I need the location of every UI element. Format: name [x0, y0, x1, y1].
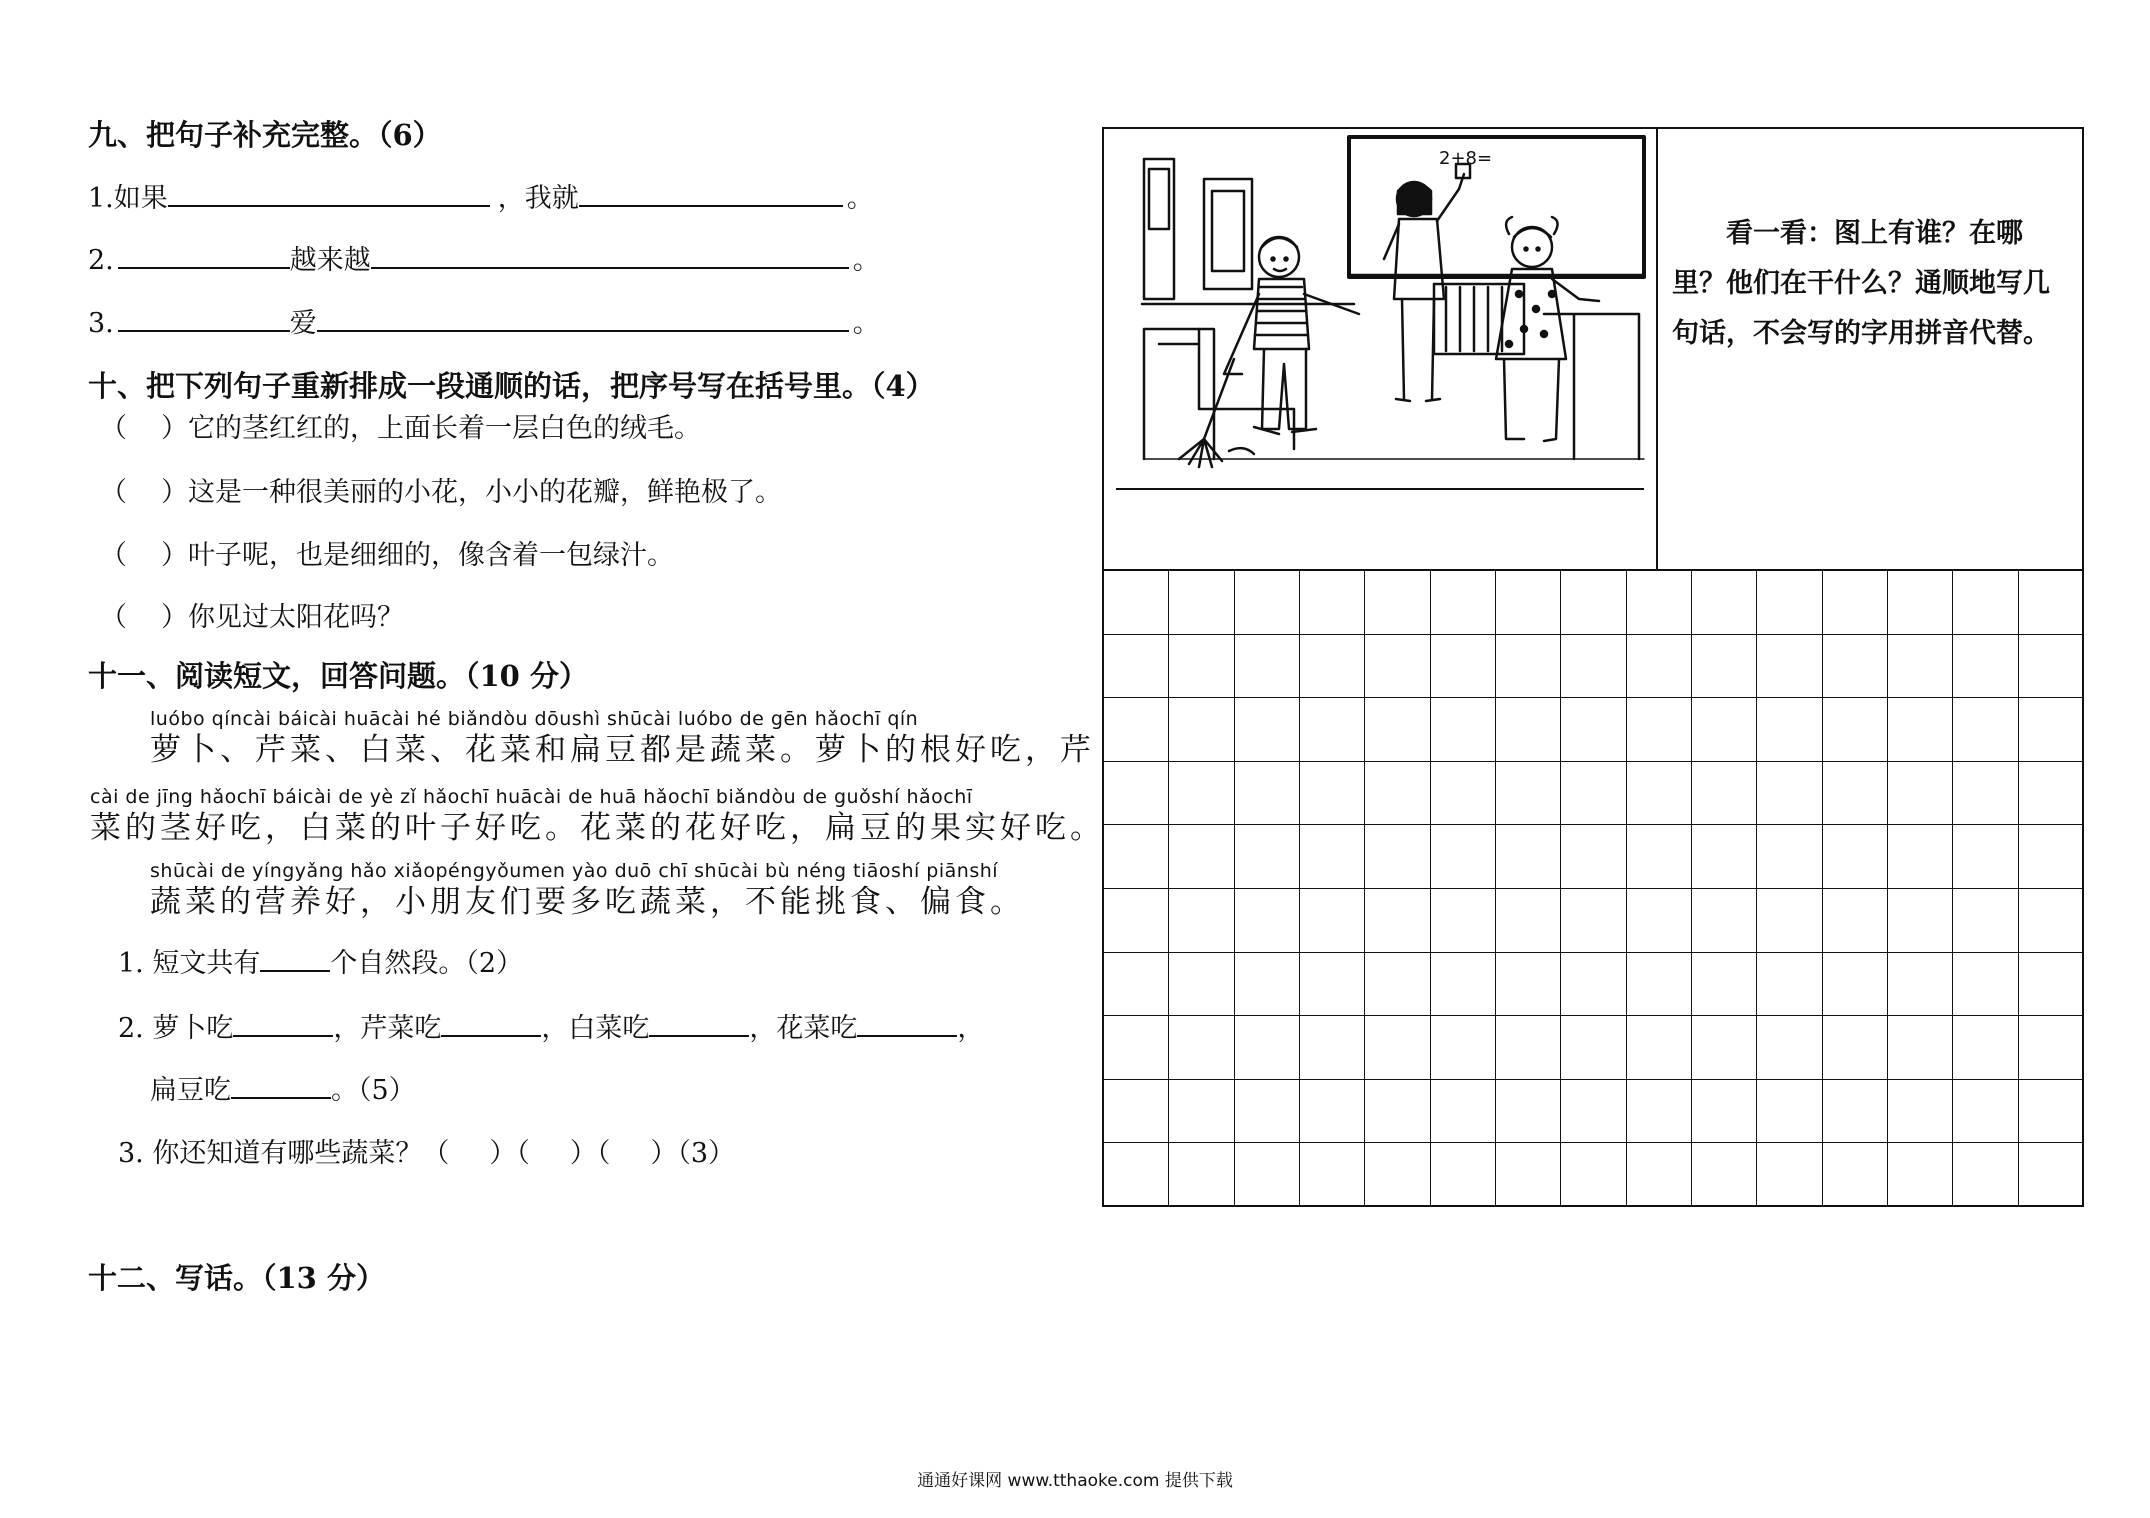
grid-cell[interactable]: [2019, 889, 2084, 953]
grid-cell[interactable]: [1757, 762, 1822, 826]
s9-item-2-blank-b[interactable]: [371, 243, 849, 269]
grid-cell[interactable]: [1888, 635, 1953, 699]
grid-cell[interactable]: [1431, 1016, 1496, 1080]
grid-cell[interactable]: [1888, 762, 1953, 826]
s9-item-2-end: 。: [852, 245, 880, 276]
s11-q1: [118, 941, 523, 980]
s10-sentence-4: [100, 595, 404, 634]
grid-cell[interactable]: [1496, 825, 1561, 889]
s9-item-1-end: 。: [846, 183, 874, 214]
grid-cell[interactable]: [1757, 1080, 1822, 1144]
s10-text-3: 叶子呢，也是细细的，像含着一包绿汁。: [188, 540, 674, 571]
grid-cell[interactable]: [1300, 1143, 1365, 1207]
grid-cell[interactable]: [1692, 889, 1757, 953]
grid-cell[interactable]: [1104, 698, 1169, 762]
grid-cell[interactable]: [1953, 825, 2018, 889]
s10-text-2: 这是一种很美丽的小花，小小的花瓣，鲜艳极了。: [188, 477, 782, 508]
grid-cell[interactable]: [1431, 1143, 1496, 1207]
s9-item-1-a: 如果: [113, 183, 168, 214]
grid-cell[interactable]: [1953, 762, 2018, 826]
s10-close: ）: [650, 1138, 678, 1169]
grid-cell[interactable]: [1561, 953, 1626, 1017]
grid-cell[interactable]: [2019, 1143, 2084, 1207]
grid-cell[interactable]: [1365, 1143, 1430, 1207]
s10-close: ）: [161, 413, 188, 444]
grid-cell[interactable]: [1365, 698, 1430, 762]
grid-cell[interactable]: [1496, 571, 1561, 635]
s11-q2b-a: 扁豆吃: [150, 1075, 231, 1106]
s11-q2-e: ，: [957, 1013, 985, 1044]
grid-cell[interactable]: [1431, 953, 1496, 1017]
grid-cell[interactable]: [1235, 635, 1300, 699]
s11-q2-blank-5[interactable]: [231, 1073, 331, 1099]
grid-cell[interactable]: [1692, 825, 1757, 889]
s11-q2: [118, 1006, 984, 1045]
s10-open: （: [100, 477, 127, 508]
s9-item-2-blank-a[interactable]: [118, 243, 290, 269]
grid-cell[interactable]: [1627, 635, 1692, 699]
s9-item-1-blank-b[interactable]: [579, 181, 843, 207]
s10-sentence-2: [100, 470, 782, 509]
grid-cell[interactable]: [1888, 1143, 1953, 1207]
grid-cell[interactable]: [1823, 762, 1888, 826]
grid-cell[interactable]: [1888, 825, 1953, 889]
grid-cell[interactable]: [1823, 1080, 1888, 1144]
s11-q1-b: 个自然段。（2）: [330, 948, 524, 979]
s11-q2-blank-4[interactable]: [857, 1011, 957, 1037]
grid-cell[interactable]: [2019, 698, 2084, 762]
s11-q2-b: ，芹菜吃: [333, 1013, 442, 1044]
s10-close: ）: [161, 602, 188, 633]
grid-cell[interactable]: [1757, 953, 1822, 1017]
grid-cell[interactable]: [1953, 1016, 2018, 1080]
s9-item-3-blank-a[interactable]: [118, 306, 290, 332]
s10-text-1: 它的茎红红的，上面长着一层白色的绒毛。: [188, 413, 701, 444]
grid-cell[interactable]: [1757, 571, 1822, 635]
grid-cell[interactable]: [1104, 571, 1169, 635]
picture-cell: [1104, 129, 1658, 569]
grid-cell[interactable]: [1692, 571, 1757, 635]
passage-pinyin-1: luóbo qíncài báicài huācài hé biǎndòu dōushì shūcài luóbo de gēn hǎochī qín: [150, 708, 919, 730]
s10-open: （: [422, 1138, 450, 1169]
s11-q2-a: 2. 萝卜吃: [118, 1013, 234, 1044]
grid-cell[interactable]: [1692, 1143, 1757, 1207]
s9-item-3: [88, 301, 880, 340]
grid-cell[interactable]: [1496, 698, 1561, 762]
grid-cell[interactable]: [2019, 953, 2084, 1017]
s11-q2-d: ，花菜吃: [749, 1013, 858, 1044]
grid-cell[interactable]: [1627, 953, 1692, 1017]
grid-cell[interactable]: [1888, 571, 1953, 635]
grid-cell[interactable]: [1823, 698, 1888, 762]
grid-cell[interactable]: [1627, 825, 1692, 889]
grid-cell[interactable]: [1235, 825, 1300, 889]
grid-cell[interactable]: [1757, 635, 1822, 699]
section9-title: 九、把句子补充完整。（6）: [88, 118, 442, 152]
grid-cell[interactable]: [1365, 1080, 1430, 1144]
grid-cell[interactable]: [1561, 571, 1626, 635]
passage-line-2: 菜的茎好吃，白菜的叶子好吃。花菜的花好吃，扁豆的果实好吃。: [90, 810, 1105, 846]
grid-cell[interactable]: [1235, 1016, 1300, 1080]
s11-q1-blank[interactable]: [260, 946, 330, 972]
grid-cell[interactable]: [1235, 698, 1300, 762]
footer: 通通好课网 www.tthaoke.com 提供下载: [917, 1471, 1233, 1491]
grid-cell[interactable]: [1627, 1080, 1692, 1144]
grid-cell[interactable]: [1692, 953, 1757, 1017]
grid-cell[interactable]: [1365, 1016, 1430, 1080]
grid-cell[interactable]: [1496, 1016, 1561, 1080]
s10-sentence-1: [100, 406, 701, 445]
s11-q2-c: ，白菜吃: [541, 1013, 650, 1044]
s9-item-3-blank-b[interactable]: [317, 306, 849, 332]
grid-cell[interactable]: [1300, 889, 1365, 953]
grid-cell[interactable]: [2019, 825, 2084, 889]
grid-cell[interactable]: [1300, 635, 1365, 699]
grid-cell[interactable]: [2019, 762, 2084, 826]
grid-cell[interactable]: [1169, 635, 1234, 699]
s10-open: （: [596, 1138, 611, 1169]
s11-q2-blank-3[interactable]: [649, 1011, 749, 1037]
board-text: 2+8=: [1439, 148, 1493, 169]
s9-item-3-mid: 爱: [289, 308, 317, 339]
grid-cell[interactable]: [1757, 825, 1822, 889]
grid-cell[interactable]: [1431, 635, 1496, 699]
grid-cell[interactable]: [1627, 571, 1692, 635]
grid-cell[interactable]: [1169, 825, 1234, 889]
grid-cell[interactable]: [1496, 889, 1561, 953]
passage-line-3: 蔬菜的营养好，小朋友们要多吃蔬菜，不能挑食、偏食。: [150, 884, 1025, 920]
grid-cell[interactable]: [1104, 635, 1169, 699]
grid-cell[interactable]: [1823, 1016, 1888, 1080]
s10-close: ）: [569, 1138, 597, 1169]
grid-cell[interactable]: [1431, 889, 1496, 953]
grid-cell[interactable]: [1757, 698, 1822, 762]
grid-cell[interactable]: [1104, 1080, 1169, 1144]
grid-cell[interactable]: [1627, 1143, 1692, 1207]
grid-cell[interactable]: [1757, 889, 1822, 953]
classroom-illustration: [1104, 129, 1654, 569]
grid-cell[interactable]: [1953, 571, 2018, 635]
prompt-cell: [1658, 129, 2084, 569]
grid-cell[interactable]: [1692, 1016, 1757, 1080]
grid-cell[interactable]: [1169, 571, 1234, 635]
s10-text-4: 你见过太阳花吗？: [188, 602, 404, 633]
grid-cell[interactable]: [1431, 762, 1496, 826]
section10-title: 十、把下列句子重新排成一段通顺的话，把序号写在括号里。（4）: [88, 369, 935, 403]
grid-cell[interactable]: [1431, 571, 1496, 635]
s11-q2-blank-2[interactable]: [441, 1011, 541, 1037]
grid-cell[interactable]: [2019, 571, 2084, 635]
s10-open: （: [100, 540, 127, 571]
grid-cell[interactable]: [1888, 1016, 1953, 1080]
grid-cell[interactable]: [1365, 953, 1430, 1017]
grid-cell[interactable]: [1235, 762, 1300, 826]
grid-cell[interactable]: [1104, 1143, 1169, 1207]
s10-open: （: [100, 602, 127, 633]
grid-cell[interactable]: [1627, 698, 1692, 762]
grid-cell[interactable]: [1561, 698, 1626, 762]
grid-cell[interactable]: [1496, 635, 1561, 699]
s9-item-2: [88, 238, 880, 277]
s11-q2-blank-1[interactable]: [233, 1011, 333, 1037]
grid-cell[interactable]: [1169, 1080, 1234, 1144]
grid-cell[interactable]: [1627, 1016, 1692, 1080]
s10-sentence-3: [100, 533, 674, 572]
s10-close: ）: [161, 477, 188, 508]
writing-grid[interactable]: [1104, 569, 2084, 1205]
writing-box: [1102, 127, 2084, 1207]
section11-title: 十一、阅读短文，回答问题。（10 分）: [88, 659, 588, 693]
grid-cell[interactable]: [1300, 762, 1365, 826]
s10-close: ）: [489, 1138, 517, 1169]
grid-cell[interactable]: [1496, 953, 1561, 1017]
grid-cell[interactable]: [1300, 571, 1365, 635]
writing-prompt: 看一看：图上有谁？在哪里？他们在干什么？通顺地写几句话，不会写的字用拼音代替。: [1672, 218, 2050, 349]
grid-cell[interactable]: [1823, 825, 1888, 889]
grid-cell[interactable]: [1365, 571, 1430, 635]
grid-cell[interactable]: [1692, 698, 1757, 762]
grid-cell[interactable]: [1823, 889, 1888, 953]
grid-cell[interactable]: [1953, 889, 2018, 953]
grid-cell[interactable]: [1104, 1016, 1169, 1080]
s9-item-2-mid: 越来越: [289, 245, 371, 276]
grid-cell[interactable]: [1169, 762, 1234, 826]
grid-cell[interactable]: [1104, 762, 1169, 826]
grid-cell[interactable]: [1953, 635, 2018, 699]
grid-cell[interactable]: [1235, 1080, 1300, 1144]
grid-cell[interactable]: [1235, 953, 1300, 1017]
grid-cell[interactable]: [1431, 698, 1496, 762]
grid-cell[interactable]: [2019, 1016, 2084, 1080]
grid-cell[interactable]: [2019, 635, 2084, 699]
grid-cell[interactable]: [1757, 1143, 1822, 1207]
grid-cell[interactable]: [1953, 1080, 2018, 1144]
grid-cell[interactable]: [1300, 953, 1365, 1017]
grid-cell[interactable]: [1300, 1080, 1365, 1144]
grid-cell[interactable]: [1953, 698, 2018, 762]
passage-line-1: 萝卜、芹菜、白菜、花菜和扁豆都是蔬菜。萝卜的根好吃，芹: [150, 732, 1095, 768]
grid-cell[interactable]: [1561, 1143, 1626, 1207]
grid-cell[interactable]: [1627, 889, 1692, 953]
grid-cell[interactable]: [1496, 762, 1561, 826]
grid-cell[interactable]: [1104, 953, 1169, 1017]
grid-cell[interactable]: [1692, 762, 1757, 826]
grid-cell[interactable]: [1431, 1080, 1496, 1144]
s11-q2-cont: [150, 1068, 416, 1107]
passage-pinyin-3: shūcài de yíngyǎng hǎo xiǎopéngyǒumen yào duō chī shūcài bù néng tiāoshí piānshí: [150, 860, 999, 882]
grid-cell[interactable]: [1888, 953, 1953, 1017]
grid-cell[interactable]: [1823, 635, 1888, 699]
grid-cell[interactable]: [1365, 825, 1430, 889]
grid-cell[interactable]: [1561, 1080, 1626, 1144]
s11-q2b-b: 。（5）: [331, 1075, 416, 1106]
s9-item-1-num: 1.: [88, 183, 114, 214]
grid-cell[interactable]: [1235, 571, 1300, 635]
grid-cell[interactable]: [1235, 1143, 1300, 1207]
grid-cell[interactable]: [1692, 635, 1757, 699]
grid-cell[interactable]: [1823, 1143, 1888, 1207]
grid-cell[interactable]: [1888, 698, 1953, 762]
grid-cell[interactable]: [1169, 1016, 1234, 1080]
grid-cell[interactable]: [1561, 825, 1626, 889]
grid-cell[interactable]: [1692, 1080, 1757, 1144]
grid-cell[interactable]: [1365, 635, 1430, 699]
s10-open: （: [516, 1138, 530, 1169]
grid-cell[interactable]: [1104, 825, 1169, 889]
grid-cell[interactable]: [1823, 953, 1888, 1017]
grid-cell[interactable]: [1561, 1016, 1626, 1080]
grid-cell[interactable]: [1561, 635, 1626, 699]
s11-q3-b: （3）: [677, 1138, 736, 1169]
grid-cell[interactable]: [1888, 1080, 1953, 1144]
s9-item-1-b: ，我就: [497, 183, 579, 214]
grid-cell[interactable]: [1365, 889, 1430, 953]
s9-item-1-blank-a[interactable]: [168, 181, 490, 207]
s9-item-1: [88, 176, 874, 215]
grid-cell[interactable]: [1104, 889, 1169, 953]
grid-cell[interactable]: [1169, 698, 1234, 762]
section12-title: 十二、写话。（13 分）: [88, 1261, 385, 1295]
grid-cell[interactable]: [1953, 953, 2018, 1017]
grid-cell[interactable]: [1169, 1143, 1234, 1207]
grid-cell[interactable]: [1823, 571, 1888, 635]
grid-cell[interactable]: [1300, 825, 1365, 889]
s9-item-3-end: 。: [852, 308, 880, 339]
s11-q1-a: 1. 短文共有: [118, 948, 261, 979]
grid-cell[interactable]: [1431, 825, 1496, 889]
grid-cell[interactable]: [1169, 953, 1234, 1017]
grid-cell[interactable]: [1365, 762, 1430, 826]
grid-cell[interactable]: [1561, 889, 1626, 953]
grid-cell[interactable]: [1888, 889, 1953, 953]
grid-cell[interactable]: [1627, 762, 1692, 826]
grid-cell[interactable]: [1496, 1080, 1561, 1144]
grid-cell[interactable]: [1300, 1016, 1365, 1080]
s10-close: ）: [161, 540, 188, 571]
s9-item-2-num: 2.: [88, 245, 114, 276]
s11-q3: [118, 1131, 735, 1170]
s11-q3-a: 3. 你还知道有哪些蔬菜？: [118, 1138, 423, 1169]
grid-cell[interactable]: [1496, 1143, 1561, 1207]
grid-cell[interactable]: [1561, 762, 1626, 826]
s9-item-3-num: 3.: [88, 308, 114, 339]
s10-open: （: [100, 413, 127, 444]
grid-cell[interactable]: [1300, 698, 1365, 762]
passage-pinyin-2: cài de jīng hǎochī báicài de yè zǐ hǎochī huācài de huā hǎochī biǎndòu de guǒshí hǎochī: [90, 786, 973, 808]
grid-cell[interactable]: [1169, 889, 1234, 953]
grid-cell[interactable]: [1235, 889, 1300, 953]
grid-cell[interactable]: [1757, 1016, 1822, 1080]
grid-cell[interactable]: [2019, 1080, 2084, 1144]
grid-cell[interactable]: [1953, 1143, 2018, 1207]
